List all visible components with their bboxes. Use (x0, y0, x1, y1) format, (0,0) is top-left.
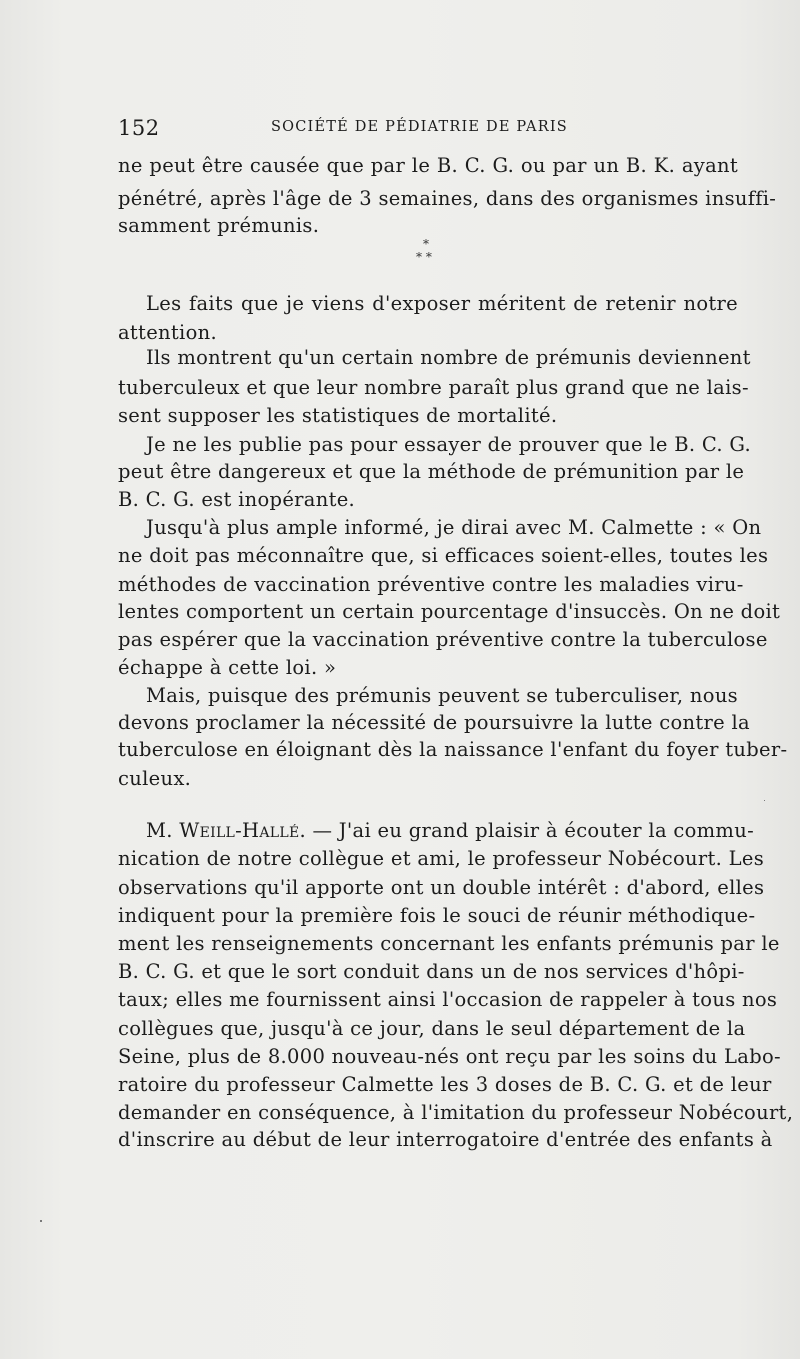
text-line: Je ne les publie pas pour essayer de prouver que le B. C. G. (146, 433, 752, 456)
text-line: collègues que, jusqu'à ce jour, dans le seul département de la (118, 1017, 746, 1040)
asterism-divider (413, 237, 443, 267)
text-line: Mais, puisque des prémunis peuvent se tuberculiser, nous (146, 684, 738, 707)
text-line: devons proclamer la nécessité de poursuivre la lutte contre la (118, 711, 750, 734)
text-line: Ils montrent qu'un certain nombre de prémunis deviennent (146, 346, 751, 369)
speaker-name: Weill-Hallé (179, 819, 300, 842)
scan-speck (764, 800, 765, 801)
text-line: ne doit pas méconnaître que, si efficaces soient-elles, toutes les (118, 544, 769, 567)
asterism-top-star: * (423, 237, 429, 251)
text-line: Seine, plus de 8.000 nouveau-nés ont reçu par les soins du Labo- (118, 1045, 781, 1068)
text-line: d'inscrire au début de leur interrogatoire d'entrée des enfants à (118, 1128, 773, 1151)
text-line: lentes comportent un certain pourcentage d'insuccès. On ne doit (118, 600, 781, 623)
text-line: samment prémunis. (118, 214, 320, 237)
asterism-bottom-stars: * * (416, 250, 432, 264)
text-line: observations qu'il apporte ont un double intérêt : d'abord, elles (118, 876, 765, 899)
page-header (118, 116, 738, 140)
text-line: sent supposer les statistiques de mortalité. (118, 404, 558, 427)
speaker-initial: M. (146, 819, 180, 842)
text-line: Jusqu'à plus ample informé, je dirai avec M. Calmette : « On (146, 516, 762, 539)
text-line: B. C. G. est inopérante. (118, 488, 356, 511)
text-line: Les faits que je viens d'exposer méritent de retenir notre (146, 292, 738, 315)
text-line: ratoire du professeur Calmette les 3 doses de B. C. G. et de leur (118, 1073, 772, 1096)
text-line: pénétré, après l'âge de 3 semaines, dans des organismes insuffi- (118, 187, 777, 210)
text-line: échappe à cette loi. » (118, 656, 337, 679)
text-line: indiquent pour la première fois le souci de réunir méthodique- (118, 904, 756, 927)
text-line: taux; elles me fournissent ainsi l'occasion de rappeler à tous nos (118, 988, 778, 1011)
text-line: demander en conséquence, à l'imitation du professeur Nobécourt, (118, 1101, 794, 1124)
text-line: pas espérer que la vaccination préventive contre la tuberculose (118, 628, 768, 651)
text-line: méthodes de vaccination préventive contre les maladies viru- (118, 573, 744, 596)
text-line: attention. (118, 321, 217, 344)
speaker-line (146, 818, 754, 844)
text-line: ment les renseignements concernant les enfants prémunis par le (118, 932, 780, 955)
scan-speck (40, 1220, 42, 1222)
text-line: culeux. (118, 767, 192, 790)
text-line: B. C. G. et que le sort conduit dans un de nos services d'hôpi- (118, 960, 745, 983)
text-line: tuberculeux et que leur nombre paraît plus grand que ne lais- (118, 376, 749, 399)
page-number: 152 (118, 116, 160, 140)
speaker-line-rest: . — J'ai eu grand plaisir à écouter la commu- (299, 819, 754, 842)
text-line: peut être dangereux et que la méthode de prémunition par le (118, 460, 745, 483)
text-line: ne peut être causée que par le B. C. G. ou par un B. K. ayant (118, 154, 738, 177)
running-title: SOCIÉTÉ DE PÉDIATRIE DE PARIS (271, 119, 568, 135)
text-line: tuberculose en éloignant dès la naissance l'enfant du foyer tuber- (118, 738, 788, 761)
text-line: nication de notre collègue et ami, le professeur Nobécourt. Les (118, 847, 765, 870)
